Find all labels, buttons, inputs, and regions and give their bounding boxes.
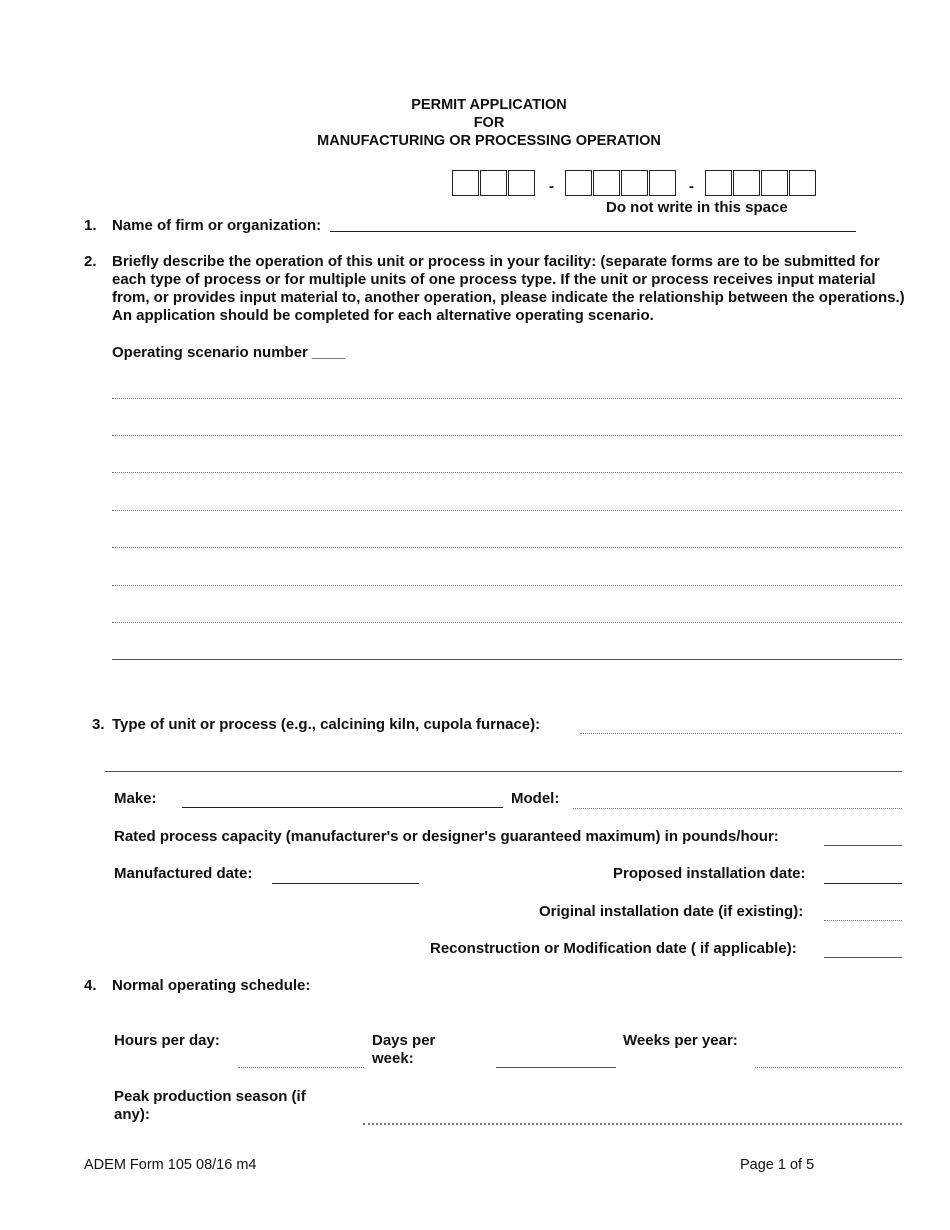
proposed-install-field[interactable]: [824, 883, 902, 884]
office-box: [621, 170, 648, 196]
reconstruction-label: Reconstruction or Modification date ( if applicable):: [430, 940, 797, 957]
form-title-line1: PERMIT APPLICATION: [411, 97, 567, 113]
q4-label: Normal operating schedule:: [112, 977, 311, 994]
description-line[interactable]: [112, 510, 902, 511]
office-box: [789, 170, 816, 196]
manufactured-date-field[interactable]: [272, 883, 419, 884]
office-box: [565, 170, 592, 196]
office-box: [452, 170, 479, 196]
days-per-week-field[interactable]: [496, 1067, 616, 1068]
reconstruction-field[interactable]: [824, 957, 902, 958]
q3-number: 3.: [92, 716, 105, 733]
hours-per-day-field[interactable]: [238, 1067, 364, 1068]
form-number: ADEM Form 105 08/16 m4: [84, 1157, 257, 1173]
office-dash: -: [689, 178, 694, 195]
model-label: Model:: [511, 790, 560, 807]
office-dash: -: [549, 178, 554, 195]
q4-number: 4.: [84, 977, 97, 994]
unit-type-field-continued[interactable]: [105, 771, 902, 772]
make-field[interactable]: [182, 807, 503, 808]
q2-description: Briefly describe the operation of this unit or process in your facility: (separate forms are to be submitted for each type of process or for multiple units of one process type. If the unit or process receives input material from, or provides input material to, another operation, please indicate the relationship between the operations.) An application should be completed for each alternative operating scenario.: [112, 253, 905, 324]
manufactured-date-label: Manufactured date:: [114, 865, 253, 882]
days-per-week-label-line2: week:: [372, 1050, 414, 1067]
description-line[interactable]: [112, 547, 902, 548]
make-label: Make:: [114, 790, 157, 807]
model-field[interactable]: [573, 808, 902, 809]
rated-capacity-field[interactable]: [824, 845, 902, 846]
office-box: [733, 170, 760, 196]
office-box: [705, 170, 732, 196]
description-line[interactable]: [112, 435, 902, 436]
q3-label: Type of unit or process (e.g., calcining kiln, cupola furnace):: [112, 716, 541, 733]
peak-season-label-line2: any):: [114, 1106, 150, 1123]
description-line[interactable]: [112, 622, 902, 623]
original-install-label: Original installation date (if existing):: [539, 903, 804, 920]
office-box: [480, 170, 507, 196]
scenario-number-label: Operating scenario number ____: [112, 344, 346, 361]
office-use-note: Do not write in this space: [606, 199, 788, 216]
weeks-per-year-field[interactable]: [755, 1067, 902, 1068]
hours-per-day-label: Hours per day:: [114, 1032, 220, 1049]
proposed-install-label: Proposed installation date:: [613, 865, 806, 882]
form-title-line2: FOR: [473, 115, 505, 131]
weeks-per-year-label: Weeks per year:: [623, 1032, 738, 1049]
peak-season-field[interactable]: [363, 1123, 902, 1125]
q1-number: 1.: [84, 217, 97, 234]
description-line[interactable]: [112, 472, 902, 473]
firm-name-field[interactable]: [330, 231, 856, 232]
q2-number: 2.: [84, 253, 97, 270]
office-box: [761, 170, 788, 196]
description-line[interactable]: [112, 659, 902, 660]
original-install-field[interactable]: [824, 920, 902, 921]
form-title-line3: MANUFACTURING OR PROCESSING OPERATION: [317, 133, 661, 149]
unit-type-field[interactable]: [580, 733, 902, 734]
page-number: Page 1 of 5: [740, 1157, 815, 1173]
q1-label: Name of firm or organization:: [112, 217, 322, 234]
description-line[interactable]: [112, 398, 902, 399]
rated-capacity-label: Rated process capacity (manufacturer's or designer's guaranteed maximum) in pounds/hour:: [114, 828, 779, 845]
description-line[interactable]: [112, 585, 902, 586]
peak-season-label-line1: Peak production season (if: [114, 1088, 306, 1105]
office-box: [508, 170, 535, 196]
days-per-week-label-line1: Days per: [372, 1032, 436, 1049]
office-box: [649, 170, 676, 196]
office-box: [593, 170, 620, 196]
